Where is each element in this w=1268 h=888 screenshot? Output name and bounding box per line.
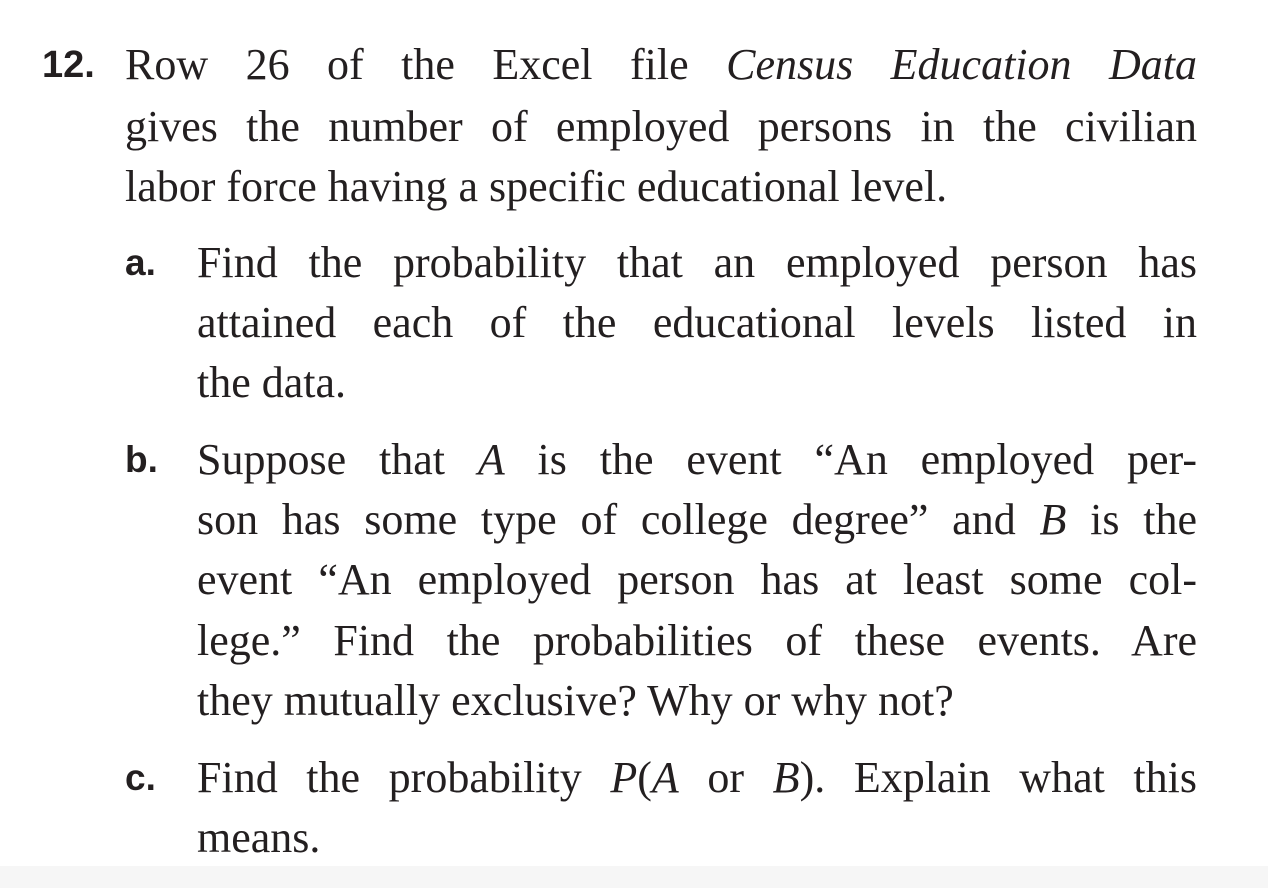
part-c-letter: c.	[125, 757, 156, 798]
stem-text: Row 26 of the Excel file	[125, 40, 727, 89]
part-c-text: Find the probability	[197, 753, 611, 802]
part-b-text: is the	[1066, 495, 1197, 544]
part-b-line-3: event “An employed person has at least some col-	[197, 555, 1197, 604]
part-b-line-4: lege.” Find the probabilities of these events. Are	[197, 616, 1197, 665]
part-a-line-2: attained each of the educational levels listed in	[197, 298, 1197, 347]
part-c-text: (	[637, 753, 652, 802]
part-c-text: ). Explain what this	[799, 753, 1197, 802]
part-c-line-1	[197, 748, 1197, 808]
part-a-line-1: Find the probability that an employed person has	[197, 238, 1197, 287]
page-bottom-edge	[0, 866, 1268, 888]
event-b-symbol: B	[1039, 495, 1067, 544]
part-b-text: son has some type of college degree” and	[197, 495, 1040, 544]
part-b-text: is the event “An employed per-	[504, 435, 1197, 484]
part-b-line-1	[197, 430, 1197, 490]
part-b-letter: b.	[125, 439, 158, 480]
problem-stem-line-2: gives the number of employed persons in the civilian	[125, 102, 1197, 151]
problem-stem-line-3: labor force having a specific educational level.	[125, 162, 948, 211]
part-a-line-3: the data.	[197, 358, 347, 407]
probability-symbol: P	[610, 753, 638, 802]
file-name: Census Education Data	[726, 40, 1197, 89]
event-a-symbol: A	[477, 435, 505, 484]
part-c-text: or	[678, 753, 773, 802]
part-c-line-2: means.	[197, 813, 321, 862]
part-a-letter: a.	[125, 242, 156, 283]
part-b-line-5: they mutually exclusive? Why or why not?	[197, 676, 954, 725]
problem-stem-line-1	[125, 35, 1197, 95]
part-b-line-2	[197, 490, 1197, 550]
problem-number: 12.	[42, 44, 95, 86]
event-a-symbol: A	[651, 753, 679, 802]
part-b-text: Suppose that	[197, 435, 478, 484]
event-b-symbol: B	[772, 753, 800, 802]
